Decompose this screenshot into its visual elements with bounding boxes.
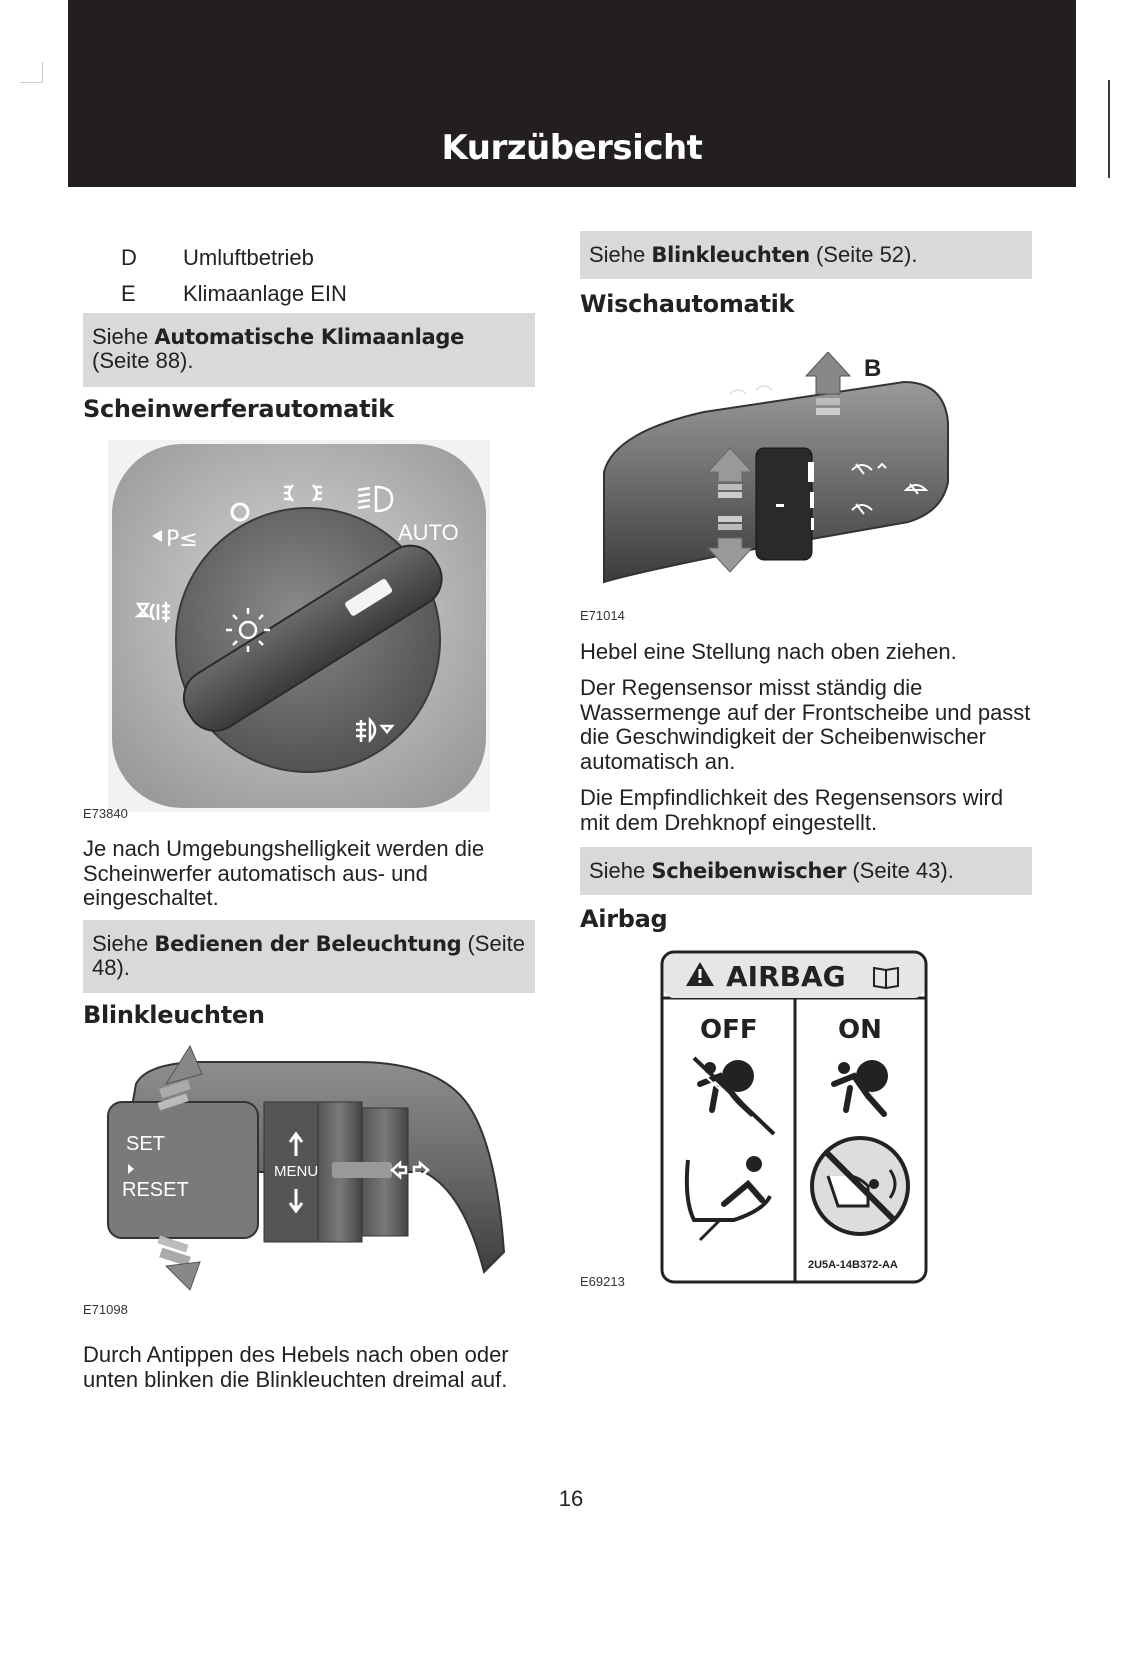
section-heading: Blinkleuchten xyxy=(83,1001,265,1029)
crop-mark xyxy=(20,62,43,83)
position-label-b: B xyxy=(864,355,882,382)
list-value: Umluftbetrieb xyxy=(183,245,314,270)
definition-list xyxy=(83,240,533,312)
airbag-label-figure xyxy=(660,950,930,1284)
auto-label: AUTO xyxy=(398,520,459,545)
ring-marker xyxy=(332,1162,392,1178)
cross-reference-box xyxy=(83,920,535,993)
ref-prefix: Siehe xyxy=(589,858,646,883)
page-number: 16 xyxy=(558,1486,584,1511)
ref-prefix: Siehe xyxy=(92,931,149,956)
body-paragraph: Je nach Umgebungshelligkeit werden die Scheinwerfer automatisch aus- und eingeschaltet. xyxy=(83,836,485,910)
figure-id: E71098 xyxy=(83,1302,128,1317)
no-rear-facing-child-seat-icon xyxy=(812,1138,908,1234)
ref-prefix: Siehe xyxy=(589,242,646,267)
body-paragraph: Hebel eine Stellung nach oben ziehen. xyxy=(580,639,957,664)
arrow-down-movement-icon xyxy=(157,1236,200,1290)
off-label: OFF xyxy=(700,1015,758,1045)
list-key: D xyxy=(121,245,137,270)
body-paragraph: Die Empfindlichkeit des Regensensors wird mit dem Drehknopf eingestellt. xyxy=(580,785,1004,835)
page-title: Kurzübersicht xyxy=(441,128,703,168)
list-item xyxy=(83,276,533,312)
ref-link-title[interactable]: Automatische Klimaanlage xyxy=(154,325,465,349)
page-header xyxy=(68,0,1076,187)
ref-page: (Seite 52). xyxy=(815,242,918,267)
body-paragraph: Der Regensensor misst ständig die Wassermenge auf der Frontscheibe und passt die Geschwindigkeit der Scheibenwischer automatisch an. xyxy=(580,675,1031,774)
label-part-number: 2U5A-14B372-AA xyxy=(808,1259,898,1271)
figure-id: E73840 xyxy=(83,806,128,821)
wiper-stalk-figure xyxy=(596,352,952,588)
svg-text:P≤: P≤ xyxy=(166,527,198,552)
on-label: ON xyxy=(838,1015,882,1045)
body-paragraph: Durch Antippen des Hebels nach oben oder unten blinken die Blinkleuchten dreimal auf. xyxy=(83,1342,509,1392)
cross-reference-box xyxy=(580,231,1032,279)
ref-link-title[interactable]: Blinkleuchten xyxy=(651,243,810,267)
airbag-title: AIRBAG xyxy=(726,960,846,993)
header-divider xyxy=(1108,80,1110,178)
wiper-top-symbols xyxy=(730,386,772,394)
figure-id: E69213 xyxy=(580,1274,625,1289)
indicator-stalk-figure xyxy=(96,1044,512,1294)
section-heading: Airbag xyxy=(580,905,668,933)
menu-label: MENU xyxy=(274,1163,319,1180)
set-label: SET xyxy=(126,1133,165,1155)
figure-id: E71014 xyxy=(580,608,625,623)
thumbwheel-marker xyxy=(776,504,784,507)
ref-link-title[interactable]: Bedienen der Beleuchtung xyxy=(154,932,462,956)
ref-page: (Seite 48). xyxy=(92,931,525,980)
list-key: E xyxy=(121,281,136,306)
list-value: Klimaanlage EIN xyxy=(183,281,347,306)
ref-page: (Seite 43). xyxy=(852,858,954,883)
cross-reference-box xyxy=(83,313,535,387)
cross-reference-box xyxy=(580,847,1032,895)
section-heading: Scheinwerferautomatik xyxy=(83,395,394,423)
ref-link-title[interactable]: Scheibenwischer xyxy=(651,859,847,883)
ref-prefix: Siehe xyxy=(92,324,149,349)
list-item xyxy=(83,240,533,276)
ref-page: (Seite 88). xyxy=(92,348,194,373)
headlamp-switch-figure xyxy=(108,440,490,812)
reset-label: RESET xyxy=(122,1179,189,1201)
section-heading: Wischautomatik xyxy=(580,290,795,318)
